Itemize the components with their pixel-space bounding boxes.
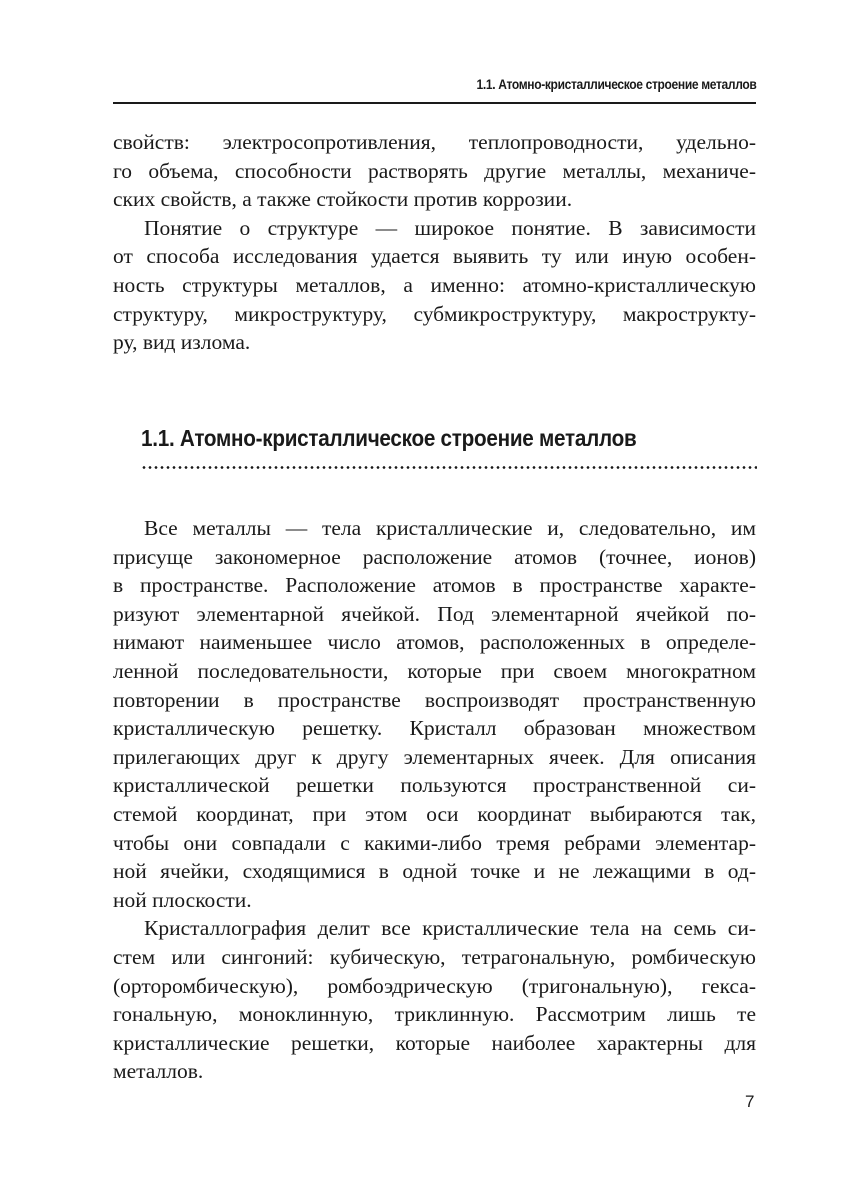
text-line: ной плоскости. <box>113 887 252 912</box>
text-line: чтобы они совпадали с какими-либо тремя ребрами элементар- <box>113 830 756 855</box>
text-line: повторении в пространстве воспроизводят пространственную <box>113 687 756 712</box>
running-header <box>113 72 756 104</box>
text-line: ной ячейки, сходящимися в одной точке и не лежащими в од- <box>113 859 756 884</box>
text-line: гональную, моноклинную, триклинную. Рассмотрим лишь те <box>113 1002 756 1027</box>
text-line: в пространстве. Расположение атомов в пространстве характе- <box>113 573 756 598</box>
text-line: металлов. <box>113 1059 204 1084</box>
text-line: структуру, микроструктуру, субмикроструктуру, макрострукту- <box>113 301 756 326</box>
text-line: прилегающих друг к другу элементарных ячеек. Для описания <box>113 744 756 769</box>
text-line: нимают наименьшее число атомов, расположенных в определе- <box>113 630 756 655</box>
heading-dotted-rule <box>141 466 757 469</box>
text-line: кристаллические решетки, которые наиболее характерны для <box>113 1030 756 1055</box>
text-line: ризуют элементарной ячейкой. Под элементарной ячейкой по- <box>113 601 756 626</box>
text-line: го объема, способности растворять другие металлы, механиче- <box>113 158 756 183</box>
text-line: ру, вид излома. <box>113 330 251 355</box>
text-line: стем или сингоний: кубическую, тетрагональную, ромбическую <box>113 944 756 969</box>
text-line: кристаллической решетки пользуются пространственной си- <box>113 773 756 798</box>
intro-text <box>113 128 756 357</box>
text-line: стемой координат, при этом оси координат выбираются так, <box>113 801 756 826</box>
text-line: Кристаллография делит все кристаллические тела на семь си- <box>144 916 756 941</box>
text-line: ских свойств, а также стойкости против коррозии. <box>113 187 573 212</box>
text-line: свойств: электросопротивления, теплопроводности, удельно- <box>113 130 756 154</box>
section-heading: 1.1. Атомно-кристаллическое строение металлов <box>141 425 637 451</box>
text-line: кристаллическую решетку. Кристалл образован множеством <box>113 716 756 741</box>
text-line: присуще закономерное расположение атомов (точнее, ионов) <box>113 544 756 569</box>
section-text <box>113 514 756 1086</box>
page-number: 7 <box>745 1092 755 1111</box>
text-line: (орторомбическую), ромбоэдрическую (тригональную), гекса- <box>113 973 756 998</box>
text-line: от способа исследования удается выявить ту или иную особен- <box>113 244 756 269</box>
running-header-title: 1.1. Атомно-кристаллическое строение металлов <box>476 76 756 92</box>
text-line: ность структуры металлов, а именно: атомно-кристаллическую <box>113 272 756 297</box>
text-line: Понятие о структуре — широкое понятие. В зависимости <box>144 215 756 240</box>
text-line: Все металлы — тела кристаллические и, следовательно, им <box>144 516 756 540</box>
text-line: ленной последовательности, которые при своем многократном <box>113 658 756 683</box>
